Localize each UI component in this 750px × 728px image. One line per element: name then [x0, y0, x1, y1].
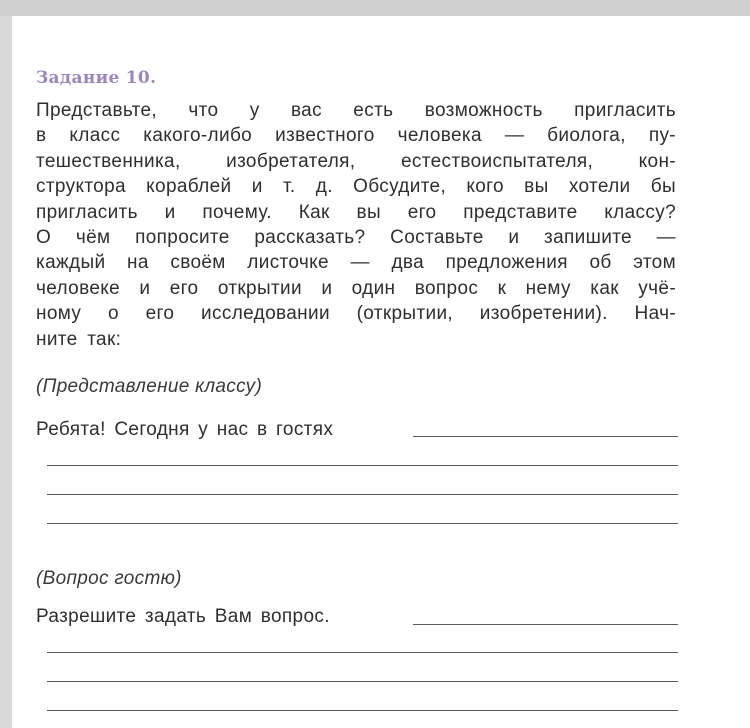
writing-line[interactable] — [47, 710, 678, 711]
introduction-start-text: Ребята! Сегодня у нас в гостях — [36, 419, 334, 440]
task-line: ните так: — [36, 328, 122, 350]
task-line: пригласить и почему. Как вы его представите классу? — [36, 201, 676, 223]
writing-line[interactable] — [413, 436, 678, 437]
section-label-introduction: (Представление классу) — [36, 376, 263, 397]
writing-line[interactable] — [413, 624, 678, 625]
writing-line[interactable] — [47, 652, 678, 653]
writing-line[interactable] — [47, 681, 678, 682]
top-bar — [0, 0, 750, 16]
task-line: О чём попросите рассказать? Составьте и запишите — — [36, 226, 676, 248]
section-label-question: (Вопрос гостю) — [36, 568, 182, 589]
task-line: каждый на своём листочке — два предложения об этом — [36, 252, 676, 274]
task-title: Задание 10. — [36, 68, 157, 88]
task-line: Представьте, что у вас есть возможность пригласить — [36, 100, 676, 121]
question-start-text: Разрешите задать Вам вопрос. — [36, 606, 330, 627]
task-text — [36, 98, 676, 352]
task-line: ному о его исследовании (открытии, изобретении). Нач- — [36, 303, 676, 325]
task-line: в класс какого-либо известного человека — биолога, пу- — [36, 125, 676, 147]
task-line: тешественника, изобретателя, естествоиспытателя, кон- — [36, 150, 676, 172]
writing-line[interactable] — [47, 523, 678, 524]
writing-line[interactable] — [47, 494, 678, 495]
task-line: человеке и его открытии и один вопрос к нему как учё- — [36, 277, 676, 299]
task-line: структора кораблей и т. д. Обсудите, кого вы хотели бы — [36, 176, 676, 198]
writing-line[interactable] — [47, 465, 678, 466]
